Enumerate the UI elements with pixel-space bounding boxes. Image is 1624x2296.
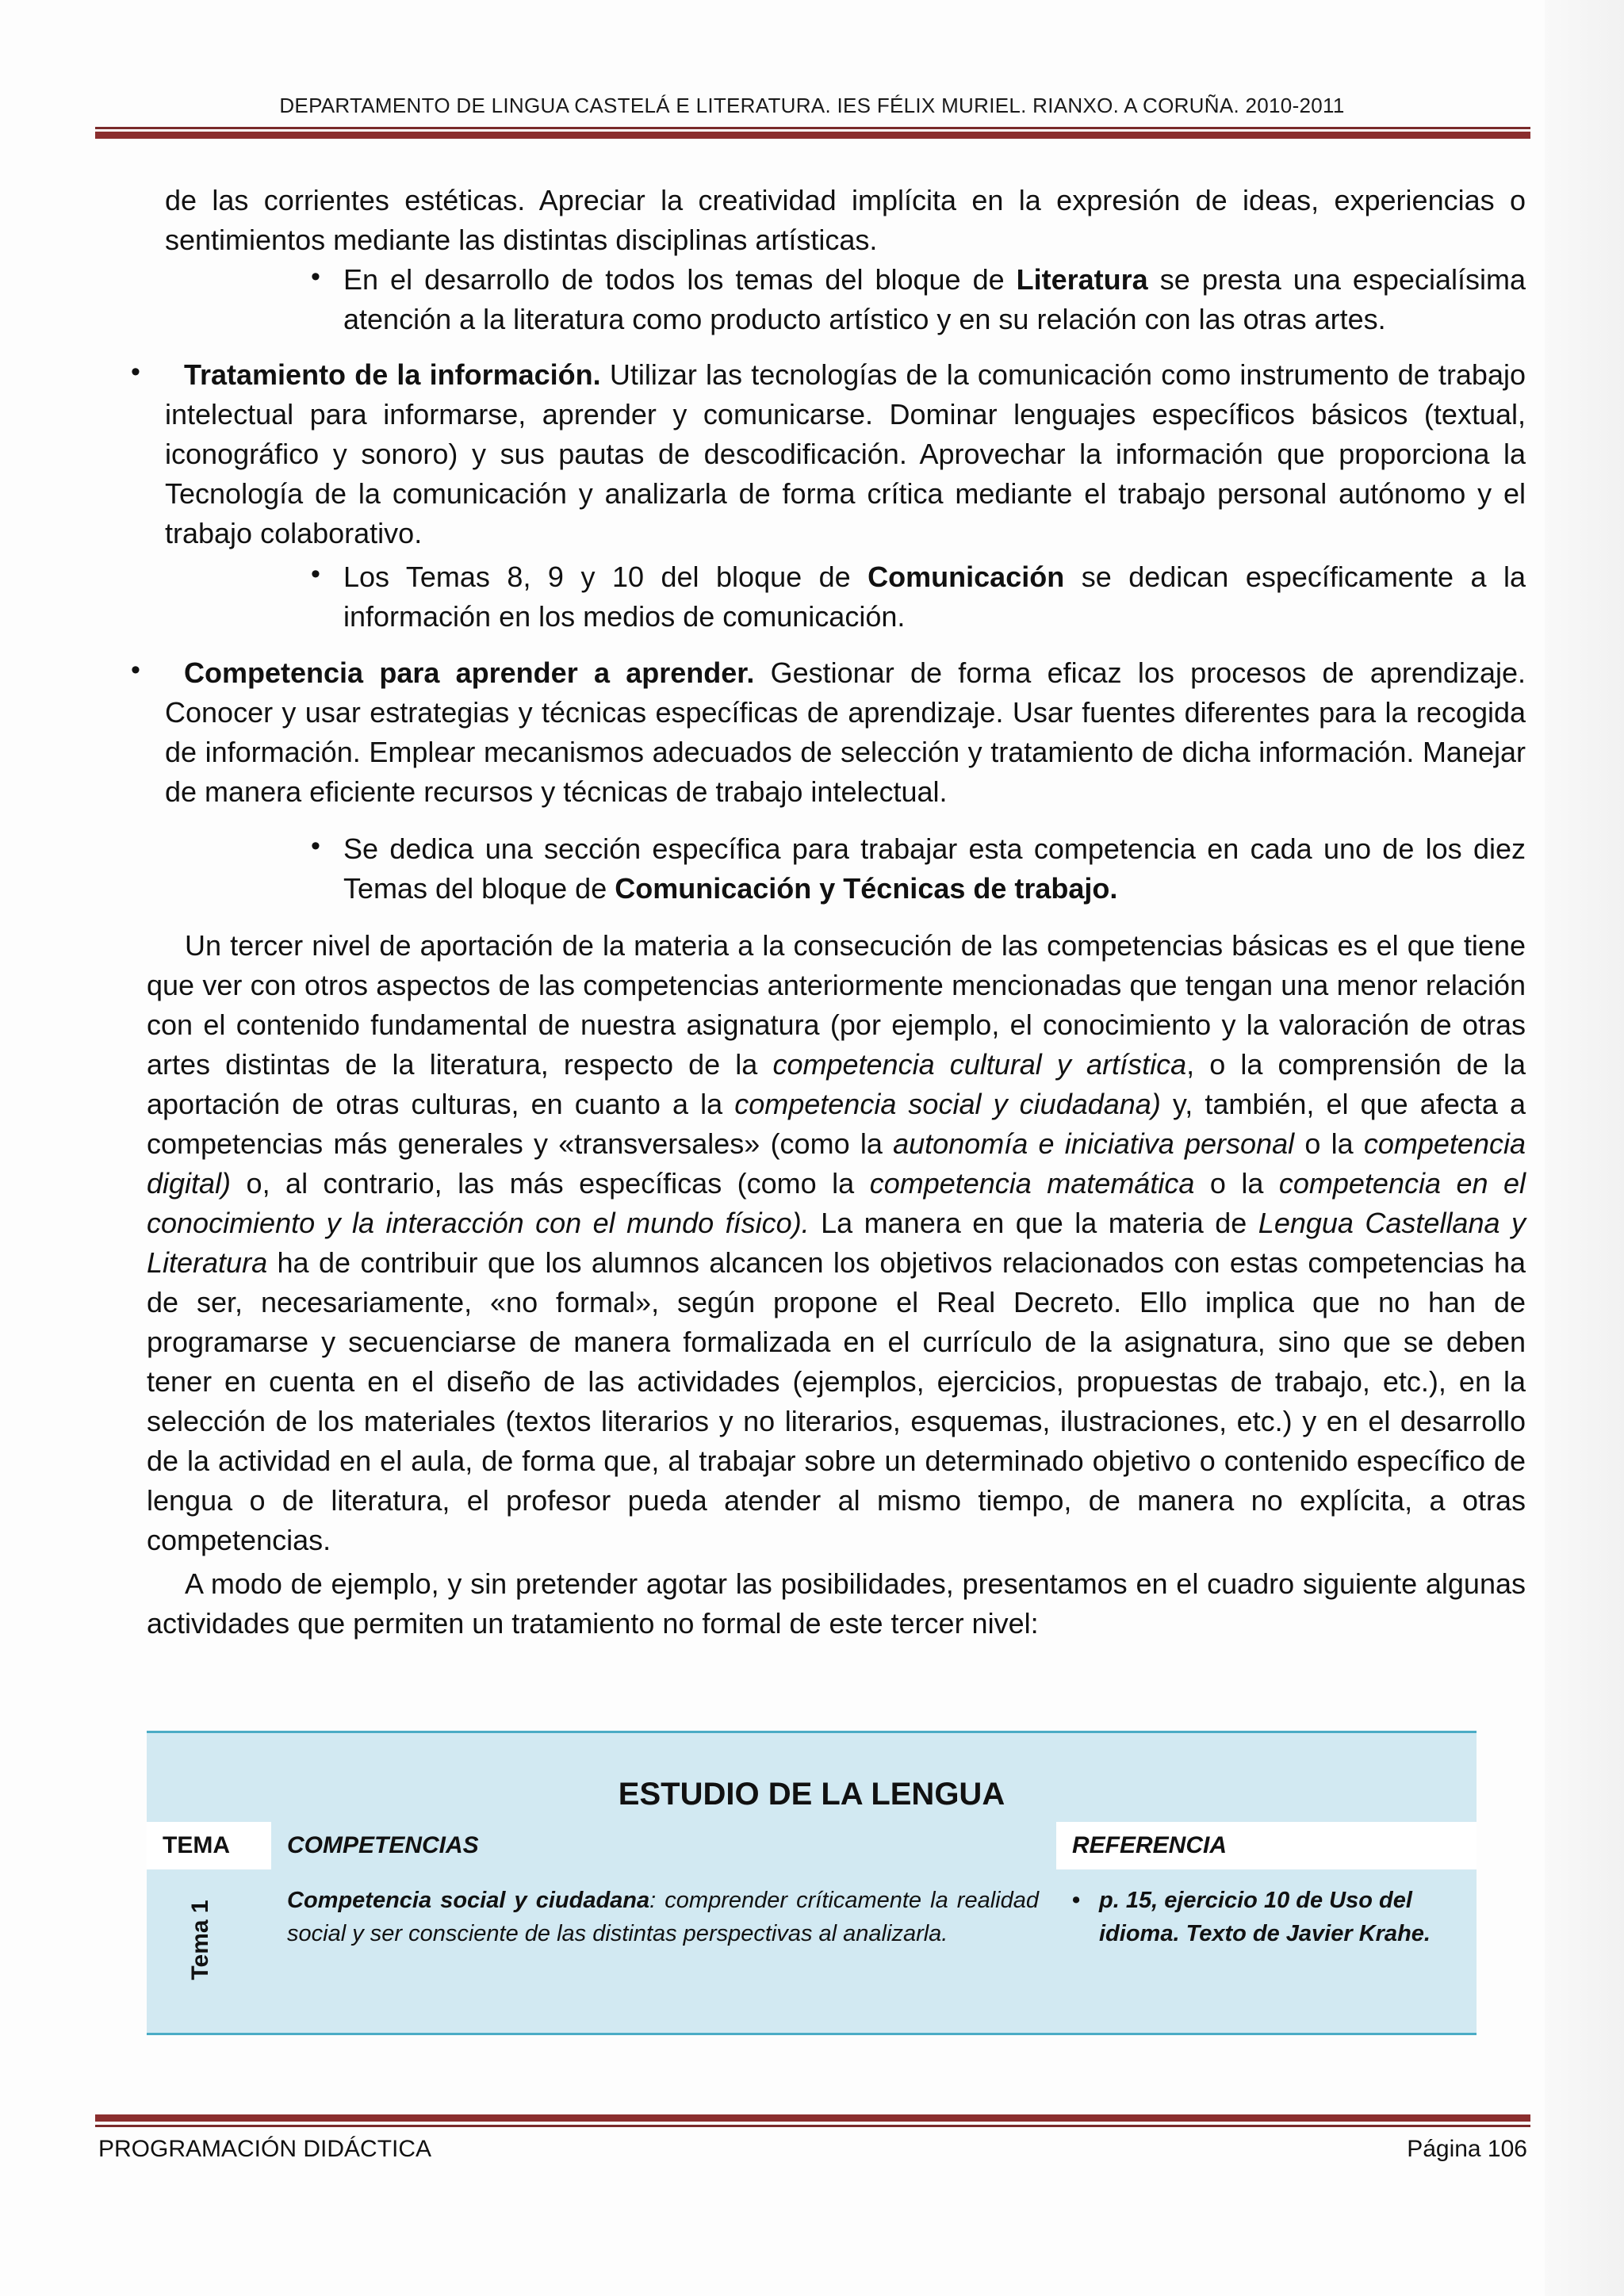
column-header-competencias: COMPETENCIAS bbox=[271, 1822, 1056, 1869]
column-header-referencia: REFERENCIA bbox=[1056, 1822, 1477, 1869]
bullet-dot: • bbox=[131, 655, 140, 685]
aprender-bullet: Competencia para aprender a aprender. Gestionar de forma eficaz los procesos de aprendizaje. Conocer y usar estrategias y técnicas específicas de aprendizaje. Usar fuentes diferentes para la recogida de información. Emplear mecanismos adecuados de selección y tratamiento de dicha información. Manejar de manera eficiente recursos y técnicas de trabajo intelectual. bbox=[165, 656, 1526, 808]
tema-cell bbox=[147, 1869, 271, 2034]
referencia-cell bbox=[1056, 1869, 1477, 2034]
referencia-list-item: • p. 15, ejercicio 10 de Uso del idioma. Texto de Javier Krahe. bbox=[1072, 1884, 1461, 1950]
running-header: DEPARTAMENTO DE LINGUA CASTELÁ E LITERATURA. IES FÉLIX MURIEL. RIANXO. A CORUÑA. 2010-2011 bbox=[279, 94, 1345, 117]
sub-bullet-dot: • bbox=[311, 559, 320, 589]
column-header-tema: TEMA bbox=[147, 1822, 271, 1869]
table-title: ESTUDIO DE LA LENGUA bbox=[147, 1732, 1477, 1823]
table-row bbox=[147, 1869, 1477, 2034]
tratamiento-title: Tratamiento de la información. bbox=[184, 358, 601, 391]
aprender-sub-bullet: Se dedica una sección específica para trabajar esta competencia en cada uno de los diez Temas del bloque de Comunicación y Técnicas de trabajo. bbox=[343, 832, 1526, 905]
bullet-dot: • bbox=[131, 357, 140, 387]
header-rule-thick bbox=[95, 132, 1530, 139]
aprender-title: Competencia para aprender a aprender. bbox=[184, 656, 755, 689]
intro-paragraph: de las corrientes estéticas. Apreciar la creatividad implícita en la expresión de ideas, experiencias o sentimientos mediante las distintas disciplinas artísticas. bbox=[165, 184, 1526, 256]
study-table bbox=[147, 1731, 1477, 2035]
competencias-cell: Competencia social y ciudadana: comprender críticamente la realidad social y ser consciente de las distintas perspectivas al analizarla. bbox=[271, 1869, 1056, 2034]
footer-rule-thin bbox=[95, 2125, 1530, 2127]
sub-bullet-dot: • bbox=[311, 831, 320, 861]
tema-label: Tema 1 bbox=[187, 1900, 213, 1980]
page-number: Página 106 bbox=[1407, 2136, 1527, 2162]
page-margin-strip bbox=[1545, 0, 1624, 2296]
tratamiento-sub-bullet: Los Temas 8, 9 y 10 del bloque de Comunicación se dedican específicamente a la información en los medios de comunicación. bbox=[343, 561, 1526, 633]
header-rule-thin bbox=[95, 127, 1530, 129]
tratamiento-bullet: Tratamiento de la información. Utilizar las tecnologías de la comunicación como instrumento de trabajo intelectual para informarse, aprender y comunicarse. Dominar lenguajes específicos básicos (textual, iconográfico y sonoro) y sus pautas de descodificación. Aprovechar la información que proporciona la Tecnología de la comunicación y analizarla de forma crítica mediante el trabajo personal autónomo y el trabajo colaborativo. bbox=[165, 358, 1526, 549]
footer-title: PROGRAMACIÓN DIDÁCTICA bbox=[98, 2136, 432, 2162]
literatura-sub-bullet: En el desarrollo de todos los temas del bloque de Literatura se presta una especialísima atención a la literatura como producto artístico y en su relación con las otras artes. bbox=[343, 263, 1526, 335]
example-paragraph: A modo de ejemplo, y sin pretender agotar las posibilidades, presentamos en el cuadro siguiente algunas actividades que permiten un tratamiento no formal de este tercer nivel: bbox=[147, 1567, 1526, 1640]
sub-bullet-dot: • bbox=[311, 262, 320, 292]
bullet-dot: • bbox=[1072, 1888, 1081, 1913]
footer-rule-thick bbox=[95, 2114, 1530, 2122]
third-level-paragraph: Un tercer nivel de aportación de la materia a la consecución de las competencias básicas es el que tiene que ver con otros aspectos de las competencias anteriormente mencionadas que tengan una menor relación con el contenido fundamental de nuestra asignatura (por ejemplo, el conocimiento y la valoración de otras artes distintas de la literatura, respecto de la competencia cultural y artística, o la comprensión de la aportación de otras culturas, en cuanto a la competencia social y ciudadana) y, también, el que afecta a competencias más generales y «transversales» (como la autonomía e iniciativa personal o la competencia digital) o, al contrario, las más específicas (como la competencia matemática o la competencia en el conocimiento y la interacción con el mundo físico). La manera en que la materia de Lengua Castellana y Literatura ha de contribuir que los alumnos alcancen los objetivos relacionados con estas competencias ha de ser, necesariamente, «no formal», según propone el Real Decreto. Ello implica que no han de programarse y secuenciarse de manera formalizada en el currículo de la asignatura, sino que se deben tener en cuenta en el diseño de las actividades (ejemplos, ejercicios, propuestas de trabajo, etc.), en la selección de los materiales (textos literarios y no literarios, esquemas, ilustraciones, etc.) y en el desarrollo de la actividad en el aula, de forma que, al trabajar sobre un determinado objetivo o contenido específico de lengua o de literatura, el profesor pueda atender al mismo tiempo, de manera no explícita, a otras competencias. bbox=[147, 929, 1526, 1556]
